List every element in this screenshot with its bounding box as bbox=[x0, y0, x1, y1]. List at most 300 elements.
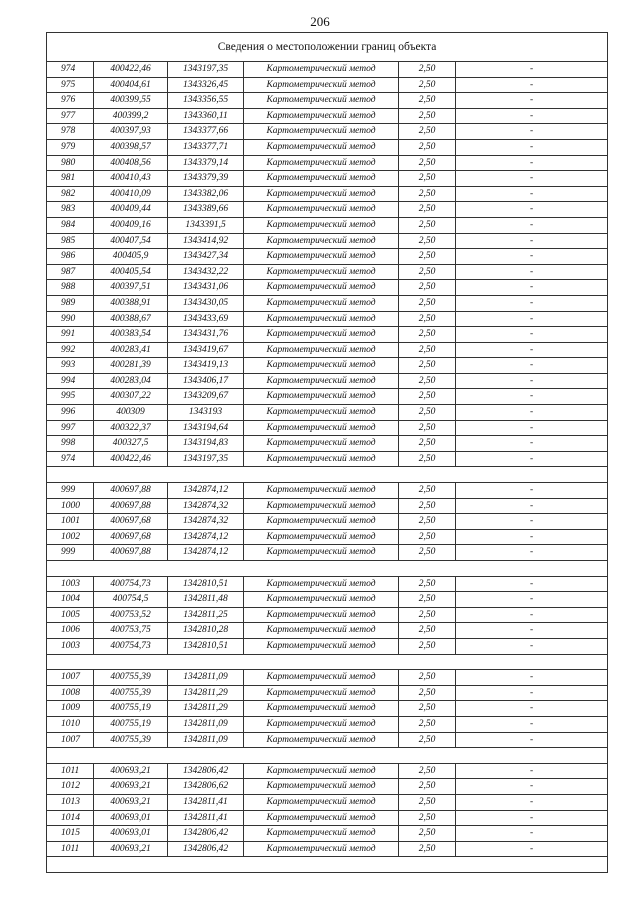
y-coordinate-cell: 1343379,39 bbox=[168, 171, 244, 187]
separator-cell bbox=[47, 561, 608, 577]
y-coordinate-cell: 1343433,69 bbox=[168, 311, 244, 327]
table-row bbox=[47, 436, 608, 452]
method-cell: Картометрический метод bbox=[244, 451, 399, 467]
table-row bbox=[47, 420, 608, 436]
description-cell: - bbox=[456, 108, 608, 124]
description-cell: - bbox=[456, 576, 608, 592]
table-row bbox=[47, 171, 608, 187]
y-coordinate-cell: 1342811,09 bbox=[168, 732, 244, 748]
table-row bbox=[47, 108, 608, 124]
accuracy-cell: 2,50 bbox=[399, 171, 456, 187]
method-cell: Картометрический метод bbox=[244, 763, 399, 779]
table-row bbox=[47, 514, 608, 530]
point-number-cell: 983 bbox=[47, 202, 94, 218]
description-cell: - bbox=[456, 311, 608, 327]
method-cell: Картометрический метод bbox=[244, 794, 399, 810]
accuracy-cell: 2,50 bbox=[399, 810, 456, 826]
description-cell: - bbox=[456, 280, 608, 296]
point-number-cell: 996 bbox=[47, 405, 94, 421]
y-coordinate-cell: 1343432,22 bbox=[168, 264, 244, 280]
point-number-cell: 980 bbox=[47, 155, 94, 171]
description-cell: - bbox=[456, 592, 608, 608]
x-coordinate-cell: 400753,75 bbox=[94, 623, 168, 639]
method-cell: Картометрический метод bbox=[244, 233, 399, 249]
description-cell: - bbox=[456, 62, 608, 78]
point-number-cell: 1003 bbox=[47, 576, 94, 592]
table-row bbox=[47, 545, 608, 561]
method-cell: Картометрический метод bbox=[244, 93, 399, 109]
table-row bbox=[47, 685, 608, 701]
table-row bbox=[47, 264, 608, 280]
description-cell: - bbox=[456, 77, 608, 93]
table-row bbox=[47, 623, 608, 639]
method-cell: Картометрический метод bbox=[244, 607, 399, 623]
method-cell: Картометрический метод bbox=[244, 311, 399, 327]
point-number-cell: 1005 bbox=[47, 607, 94, 623]
accuracy-cell: 2,50 bbox=[399, 451, 456, 467]
y-coordinate-cell: 1343430,05 bbox=[168, 295, 244, 311]
description-cell: - bbox=[456, 826, 608, 842]
accuracy-cell: 2,50 bbox=[399, 295, 456, 311]
accuracy-cell: 2,50 bbox=[399, 217, 456, 233]
x-coordinate-cell: 400405,54 bbox=[94, 264, 168, 280]
point-number-cell: 1004 bbox=[47, 592, 94, 608]
x-coordinate-cell: 400693,21 bbox=[94, 794, 168, 810]
description-cell: - bbox=[456, 779, 608, 795]
accuracy-cell: 2,50 bbox=[399, 498, 456, 514]
point-number-cell: 1011 bbox=[47, 841, 94, 857]
method-cell: Картометрический метод bbox=[244, 358, 399, 374]
y-coordinate-cell: 1343419,67 bbox=[168, 342, 244, 358]
x-coordinate-cell: 400410,43 bbox=[94, 171, 168, 187]
accuracy-cell: 2,50 bbox=[399, 233, 456, 249]
method-cell: Картометрический метод bbox=[244, 514, 399, 530]
method-cell: Картометрический метод bbox=[244, 529, 399, 545]
point-number-cell: 990 bbox=[47, 311, 94, 327]
x-coordinate-cell: 400399,55 bbox=[94, 93, 168, 109]
point-number-cell: 1008 bbox=[47, 685, 94, 701]
y-coordinate-cell: 1342811,09 bbox=[168, 670, 244, 686]
accuracy-cell: 2,50 bbox=[399, 186, 456, 202]
point-number-cell: 1014 bbox=[47, 810, 94, 826]
description-cell: - bbox=[456, 327, 608, 343]
y-coordinate-cell: 1343209,67 bbox=[168, 389, 244, 405]
y-coordinate-cell: 1343197,35 bbox=[168, 62, 244, 78]
method-cell: Картометрический метод bbox=[244, 685, 399, 701]
y-coordinate-cell: 1343193 bbox=[168, 405, 244, 421]
description-cell: - bbox=[456, 436, 608, 452]
table-row bbox=[47, 327, 608, 343]
point-number-cell: 1002 bbox=[47, 529, 94, 545]
separator-cell bbox=[47, 857, 608, 873]
x-coordinate-cell: 400754,5 bbox=[94, 592, 168, 608]
point-number-cell: 982 bbox=[47, 186, 94, 202]
x-coordinate-cell: 400383,54 bbox=[94, 327, 168, 343]
accuracy-cell: 2,50 bbox=[399, 514, 456, 530]
table-row bbox=[47, 342, 608, 358]
y-coordinate-cell: 1343391,5 bbox=[168, 217, 244, 233]
y-coordinate-cell: 1342811,09 bbox=[168, 716, 244, 732]
table-row bbox=[47, 405, 608, 421]
description-cell: - bbox=[456, 295, 608, 311]
point-number-cell: 975 bbox=[47, 77, 94, 93]
point-number-cell: 1011 bbox=[47, 763, 94, 779]
description-cell: - bbox=[456, 763, 608, 779]
y-coordinate-cell: 1343197,35 bbox=[168, 451, 244, 467]
x-coordinate-cell: 400398,57 bbox=[94, 139, 168, 155]
description-cell: - bbox=[456, 171, 608, 187]
description-cell: - bbox=[456, 264, 608, 280]
y-coordinate-cell: 1342806,42 bbox=[168, 841, 244, 857]
point-number-cell: 1010 bbox=[47, 716, 94, 732]
description-cell: - bbox=[456, 514, 608, 530]
description-cell: - bbox=[456, 405, 608, 421]
table-row bbox=[47, 311, 608, 327]
y-coordinate-cell: 1343379,14 bbox=[168, 155, 244, 171]
description-cell: - bbox=[456, 93, 608, 109]
y-coordinate-cell: 1343326,45 bbox=[168, 77, 244, 93]
point-number-cell: 985 bbox=[47, 233, 94, 249]
x-coordinate-cell: 400283,04 bbox=[94, 373, 168, 389]
page-number: 206 bbox=[310, 14, 330, 29]
point-number-cell: 991 bbox=[47, 327, 94, 343]
point-number-cell: 1006 bbox=[47, 623, 94, 639]
point-number-cell: 992 bbox=[47, 342, 94, 358]
accuracy-cell: 2,50 bbox=[399, 701, 456, 717]
accuracy-cell: 2,50 bbox=[399, 373, 456, 389]
point-number-cell: 979 bbox=[47, 139, 94, 155]
accuracy-cell: 2,50 bbox=[399, 139, 456, 155]
x-coordinate-cell: 400327,5 bbox=[94, 436, 168, 452]
y-coordinate-cell: 1343194,83 bbox=[168, 436, 244, 452]
point-number-cell: 1009 bbox=[47, 701, 94, 717]
method-cell: Картометрический метод bbox=[244, 670, 399, 686]
x-coordinate-cell: 400422,46 bbox=[94, 62, 168, 78]
accuracy-cell: 2,50 bbox=[399, 483, 456, 499]
accuracy-cell: 2,50 bbox=[399, 62, 456, 78]
y-coordinate-cell: 1343431,76 bbox=[168, 327, 244, 343]
description-cell: - bbox=[456, 233, 608, 249]
accuracy-cell: 2,50 bbox=[399, 93, 456, 109]
x-coordinate-cell: 400693,21 bbox=[94, 841, 168, 857]
accuracy-cell: 2,50 bbox=[399, 592, 456, 608]
table-row bbox=[47, 841, 608, 857]
description-cell: - bbox=[456, 373, 608, 389]
y-coordinate-cell: 1342806,42 bbox=[168, 826, 244, 842]
description-cell: - bbox=[456, 794, 608, 810]
method-cell: Картометрический метод bbox=[244, 732, 399, 748]
method-cell: Картометрический метод bbox=[244, 483, 399, 499]
description-cell: - bbox=[456, 389, 608, 405]
table-row bbox=[47, 794, 608, 810]
accuracy-cell: 2,50 bbox=[399, 623, 456, 639]
accuracy-cell: 2,50 bbox=[399, 763, 456, 779]
x-coordinate-cell: 400755,19 bbox=[94, 716, 168, 732]
y-coordinate-cell: 1342811,48 bbox=[168, 592, 244, 608]
method-cell: Картометрический метод bbox=[244, 420, 399, 436]
point-number-cell: 997 bbox=[47, 420, 94, 436]
x-coordinate-cell: 400693,01 bbox=[94, 826, 168, 842]
x-coordinate-cell: 400322,37 bbox=[94, 420, 168, 436]
accuracy-cell: 2,50 bbox=[399, 124, 456, 140]
accuracy-cell: 2,50 bbox=[399, 358, 456, 374]
accuracy-cell: 2,50 bbox=[399, 405, 456, 421]
separator-cell bbox=[47, 467, 608, 483]
method-cell: Картометрический метод bbox=[244, 139, 399, 155]
y-coordinate-cell: 1342811,29 bbox=[168, 685, 244, 701]
method-cell: Картометрический метод bbox=[244, 186, 399, 202]
point-number-cell: 976 bbox=[47, 93, 94, 109]
table-row bbox=[47, 592, 608, 608]
y-coordinate-cell: 1342874,32 bbox=[168, 514, 244, 530]
description-cell: - bbox=[456, 342, 608, 358]
description-cell: - bbox=[456, 217, 608, 233]
description-cell: - bbox=[456, 623, 608, 639]
accuracy-cell: 2,50 bbox=[399, 841, 456, 857]
y-coordinate-cell: 1342811,25 bbox=[168, 607, 244, 623]
y-coordinate-cell: 1342874,12 bbox=[168, 529, 244, 545]
x-coordinate-cell: 400755,39 bbox=[94, 685, 168, 701]
point-number-cell: 1001 bbox=[47, 514, 94, 530]
method-cell: Картометрический метод bbox=[244, 342, 399, 358]
x-coordinate-cell: 400422,46 bbox=[94, 451, 168, 467]
y-coordinate-cell: 1343406,17 bbox=[168, 373, 244, 389]
table-row bbox=[47, 779, 608, 795]
separator-cell bbox=[47, 748, 608, 764]
table-row bbox=[47, 576, 608, 592]
method-cell: Картометрический метод bbox=[244, 841, 399, 857]
table-row bbox=[47, 186, 608, 202]
table-row bbox=[47, 638, 608, 654]
accuracy-cell: 2,50 bbox=[399, 638, 456, 654]
point-number-cell: 1003 bbox=[47, 638, 94, 654]
group-separator-row bbox=[47, 561, 608, 577]
point-number-cell: 988 bbox=[47, 280, 94, 296]
description-cell: - bbox=[456, 498, 608, 514]
x-coordinate-cell: 400409,44 bbox=[94, 202, 168, 218]
table-row bbox=[47, 701, 608, 717]
accuracy-cell: 2,50 bbox=[399, 327, 456, 343]
x-coordinate-cell: 400397,51 bbox=[94, 280, 168, 296]
point-number-cell: 978 bbox=[47, 124, 94, 140]
table-row bbox=[47, 389, 608, 405]
accuracy-cell: 2,50 bbox=[399, 529, 456, 545]
method-cell: Картометрический метод bbox=[244, 810, 399, 826]
x-coordinate-cell: 400409,16 bbox=[94, 217, 168, 233]
method-cell: Картометрический метод bbox=[244, 295, 399, 311]
point-number-cell: 998 bbox=[47, 436, 94, 452]
group-separator-row bbox=[47, 654, 608, 670]
accuracy-cell: 2,50 bbox=[399, 545, 456, 561]
x-coordinate-cell: 400697,88 bbox=[94, 483, 168, 499]
method-cell: Картометрический метод bbox=[244, 171, 399, 187]
accuracy-cell: 2,50 bbox=[399, 576, 456, 592]
accuracy-cell: 2,50 bbox=[399, 794, 456, 810]
table-row bbox=[47, 295, 608, 311]
y-coordinate-cell: 1342810,51 bbox=[168, 638, 244, 654]
x-coordinate-cell: 400693,01 bbox=[94, 810, 168, 826]
point-number-cell: 1015 bbox=[47, 826, 94, 842]
group-separator-row bbox=[47, 748, 608, 764]
group-separator-row bbox=[47, 467, 608, 483]
table-row bbox=[47, 483, 608, 499]
description-cell: - bbox=[456, 139, 608, 155]
x-coordinate-cell: 400405,9 bbox=[94, 249, 168, 265]
point-number-cell: 1007 bbox=[47, 670, 94, 686]
description-cell: - bbox=[456, 545, 608, 561]
table-row bbox=[47, 280, 608, 296]
table-row bbox=[47, 93, 608, 109]
x-coordinate-cell: 400693,21 bbox=[94, 763, 168, 779]
point-number-cell: 993 bbox=[47, 358, 94, 374]
point-number-cell: 977 bbox=[47, 108, 94, 124]
description-cell: - bbox=[456, 529, 608, 545]
x-coordinate-cell: 400408,56 bbox=[94, 155, 168, 171]
x-coordinate-cell: 400697,88 bbox=[94, 498, 168, 514]
x-coordinate-cell: 400697,68 bbox=[94, 514, 168, 530]
description-cell: - bbox=[456, 732, 608, 748]
description-cell: - bbox=[456, 810, 608, 826]
group-separator-row bbox=[47, 857, 608, 873]
table-row bbox=[47, 763, 608, 779]
y-coordinate-cell: 1343419,13 bbox=[168, 358, 244, 374]
table-row bbox=[47, 124, 608, 140]
boundary-table bbox=[46, 32, 608, 873]
table-row bbox=[47, 529, 608, 545]
table-title: Сведения о местоположении границ объекта bbox=[47, 33, 608, 62]
y-coordinate-cell: 1342811,41 bbox=[168, 794, 244, 810]
y-coordinate-cell: 1342811,41 bbox=[168, 810, 244, 826]
accuracy-cell: 2,50 bbox=[399, 826, 456, 842]
table-row bbox=[47, 155, 608, 171]
y-coordinate-cell: 1343377,71 bbox=[168, 139, 244, 155]
method-cell: Картометрический метод bbox=[244, 249, 399, 265]
table-title-row bbox=[47, 33, 608, 62]
accuracy-cell: 2,50 bbox=[399, 202, 456, 218]
description-cell: - bbox=[456, 670, 608, 686]
description-cell: - bbox=[456, 420, 608, 436]
accuracy-cell: 2,50 bbox=[399, 670, 456, 686]
method-cell: Картометрический метод bbox=[244, 217, 399, 233]
x-coordinate-cell: 400753,52 bbox=[94, 607, 168, 623]
method-cell: Картометрический метод bbox=[244, 436, 399, 452]
method-cell: Картометрический метод bbox=[244, 592, 399, 608]
accuracy-cell: 2,50 bbox=[399, 436, 456, 452]
description-cell: - bbox=[456, 124, 608, 140]
accuracy-cell: 2,50 bbox=[399, 389, 456, 405]
table-row bbox=[47, 77, 608, 93]
method-cell: Картометрический метод bbox=[244, 62, 399, 78]
description-cell: - bbox=[456, 186, 608, 202]
method-cell: Картометрический метод bbox=[244, 638, 399, 654]
point-number-cell: 994 bbox=[47, 373, 94, 389]
method-cell: Картометрический метод bbox=[244, 202, 399, 218]
table-row bbox=[47, 249, 608, 265]
table-row bbox=[47, 139, 608, 155]
accuracy-cell: 2,50 bbox=[399, 420, 456, 436]
point-number-cell: 989 bbox=[47, 295, 94, 311]
x-coordinate-cell: 400755,39 bbox=[94, 732, 168, 748]
method-cell: Картометрический метод bbox=[244, 576, 399, 592]
method-cell: Картометрический метод bbox=[244, 779, 399, 795]
y-coordinate-cell: 1342810,51 bbox=[168, 576, 244, 592]
accuracy-cell: 2,50 bbox=[399, 249, 456, 265]
table-row bbox=[47, 670, 608, 686]
point-number-cell: 999 bbox=[47, 545, 94, 561]
method-cell: Картометрический метод bbox=[244, 545, 399, 561]
description-cell: - bbox=[456, 202, 608, 218]
y-coordinate-cell: 1342874,32 bbox=[168, 498, 244, 514]
y-coordinate-cell: 1343382,06 bbox=[168, 186, 244, 202]
method-cell: Картометрический метод bbox=[244, 716, 399, 732]
description-cell: - bbox=[456, 716, 608, 732]
description-cell: - bbox=[456, 249, 608, 265]
table-body bbox=[47, 33, 608, 873]
separator-cell bbox=[47, 654, 608, 670]
x-coordinate-cell: 400309 bbox=[94, 405, 168, 421]
point-number-cell: 1007 bbox=[47, 732, 94, 748]
accuracy-cell: 2,50 bbox=[399, 607, 456, 623]
x-coordinate-cell: 400399,2 bbox=[94, 108, 168, 124]
accuracy-cell: 2,50 bbox=[399, 779, 456, 795]
table-row bbox=[47, 217, 608, 233]
y-coordinate-cell: 1342806,42 bbox=[168, 763, 244, 779]
table-row bbox=[47, 810, 608, 826]
accuracy-cell: 2,50 bbox=[399, 685, 456, 701]
x-coordinate-cell: 400697,68 bbox=[94, 529, 168, 545]
method-cell: Картометрический метод bbox=[244, 327, 399, 343]
accuracy-cell: 2,50 bbox=[399, 155, 456, 171]
x-coordinate-cell: 400693,21 bbox=[94, 779, 168, 795]
table-row bbox=[47, 732, 608, 748]
table-row bbox=[47, 202, 608, 218]
point-number-cell: 981 bbox=[47, 171, 94, 187]
y-coordinate-cell: 1343414,92 bbox=[168, 233, 244, 249]
y-coordinate-cell: 1343427,34 bbox=[168, 249, 244, 265]
y-coordinate-cell: 1342874,12 bbox=[168, 483, 244, 499]
table-row bbox=[47, 826, 608, 842]
table-row bbox=[47, 451, 608, 467]
accuracy-cell: 2,50 bbox=[399, 77, 456, 93]
x-coordinate-cell: 400754,73 bbox=[94, 638, 168, 654]
y-coordinate-cell: 1343431,06 bbox=[168, 280, 244, 296]
x-coordinate-cell: 400755,39 bbox=[94, 670, 168, 686]
x-coordinate-cell: 400388,91 bbox=[94, 295, 168, 311]
y-coordinate-cell: 1342810,28 bbox=[168, 623, 244, 639]
method-cell: Картометрический метод bbox=[244, 264, 399, 280]
table-row bbox=[47, 498, 608, 514]
method-cell: Картометрический метод bbox=[244, 77, 399, 93]
y-coordinate-cell: 1343194,64 bbox=[168, 420, 244, 436]
point-number-cell: 995 bbox=[47, 389, 94, 405]
method-cell: Картометрический метод bbox=[244, 108, 399, 124]
point-number-cell: 974 bbox=[47, 451, 94, 467]
x-coordinate-cell: 400388,67 bbox=[94, 311, 168, 327]
description-cell: - bbox=[456, 638, 608, 654]
x-coordinate-cell: 400755,19 bbox=[94, 701, 168, 717]
description-cell: - bbox=[456, 155, 608, 171]
point-number-cell: 999 bbox=[47, 483, 94, 499]
accuracy-cell: 2,50 bbox=[399, 280, 456, 296]
point-number-cell: 986 bbox=[47, 249, 94, 265]
method-cell: Картометрический метод bbox=[244, 826, 399, 842]
x-coordinate-cell: 400281,39 bbox=[94, 358, 168, 374]
y-coordinate-cell: 1342874,12 bbox=[168, 545, 244, 561]
point-number-cell: 1012 bbox=[47, 779, 94, 795]
accuracy-cell: 2,50 bbox=[399, 311, 456, 327]
x-coordinate-cell: 400404,61 bbox=[94, 77, 168, 93]
x-coordinate-cell: 400754,73 bbox=[94, 576, 168, 592]
